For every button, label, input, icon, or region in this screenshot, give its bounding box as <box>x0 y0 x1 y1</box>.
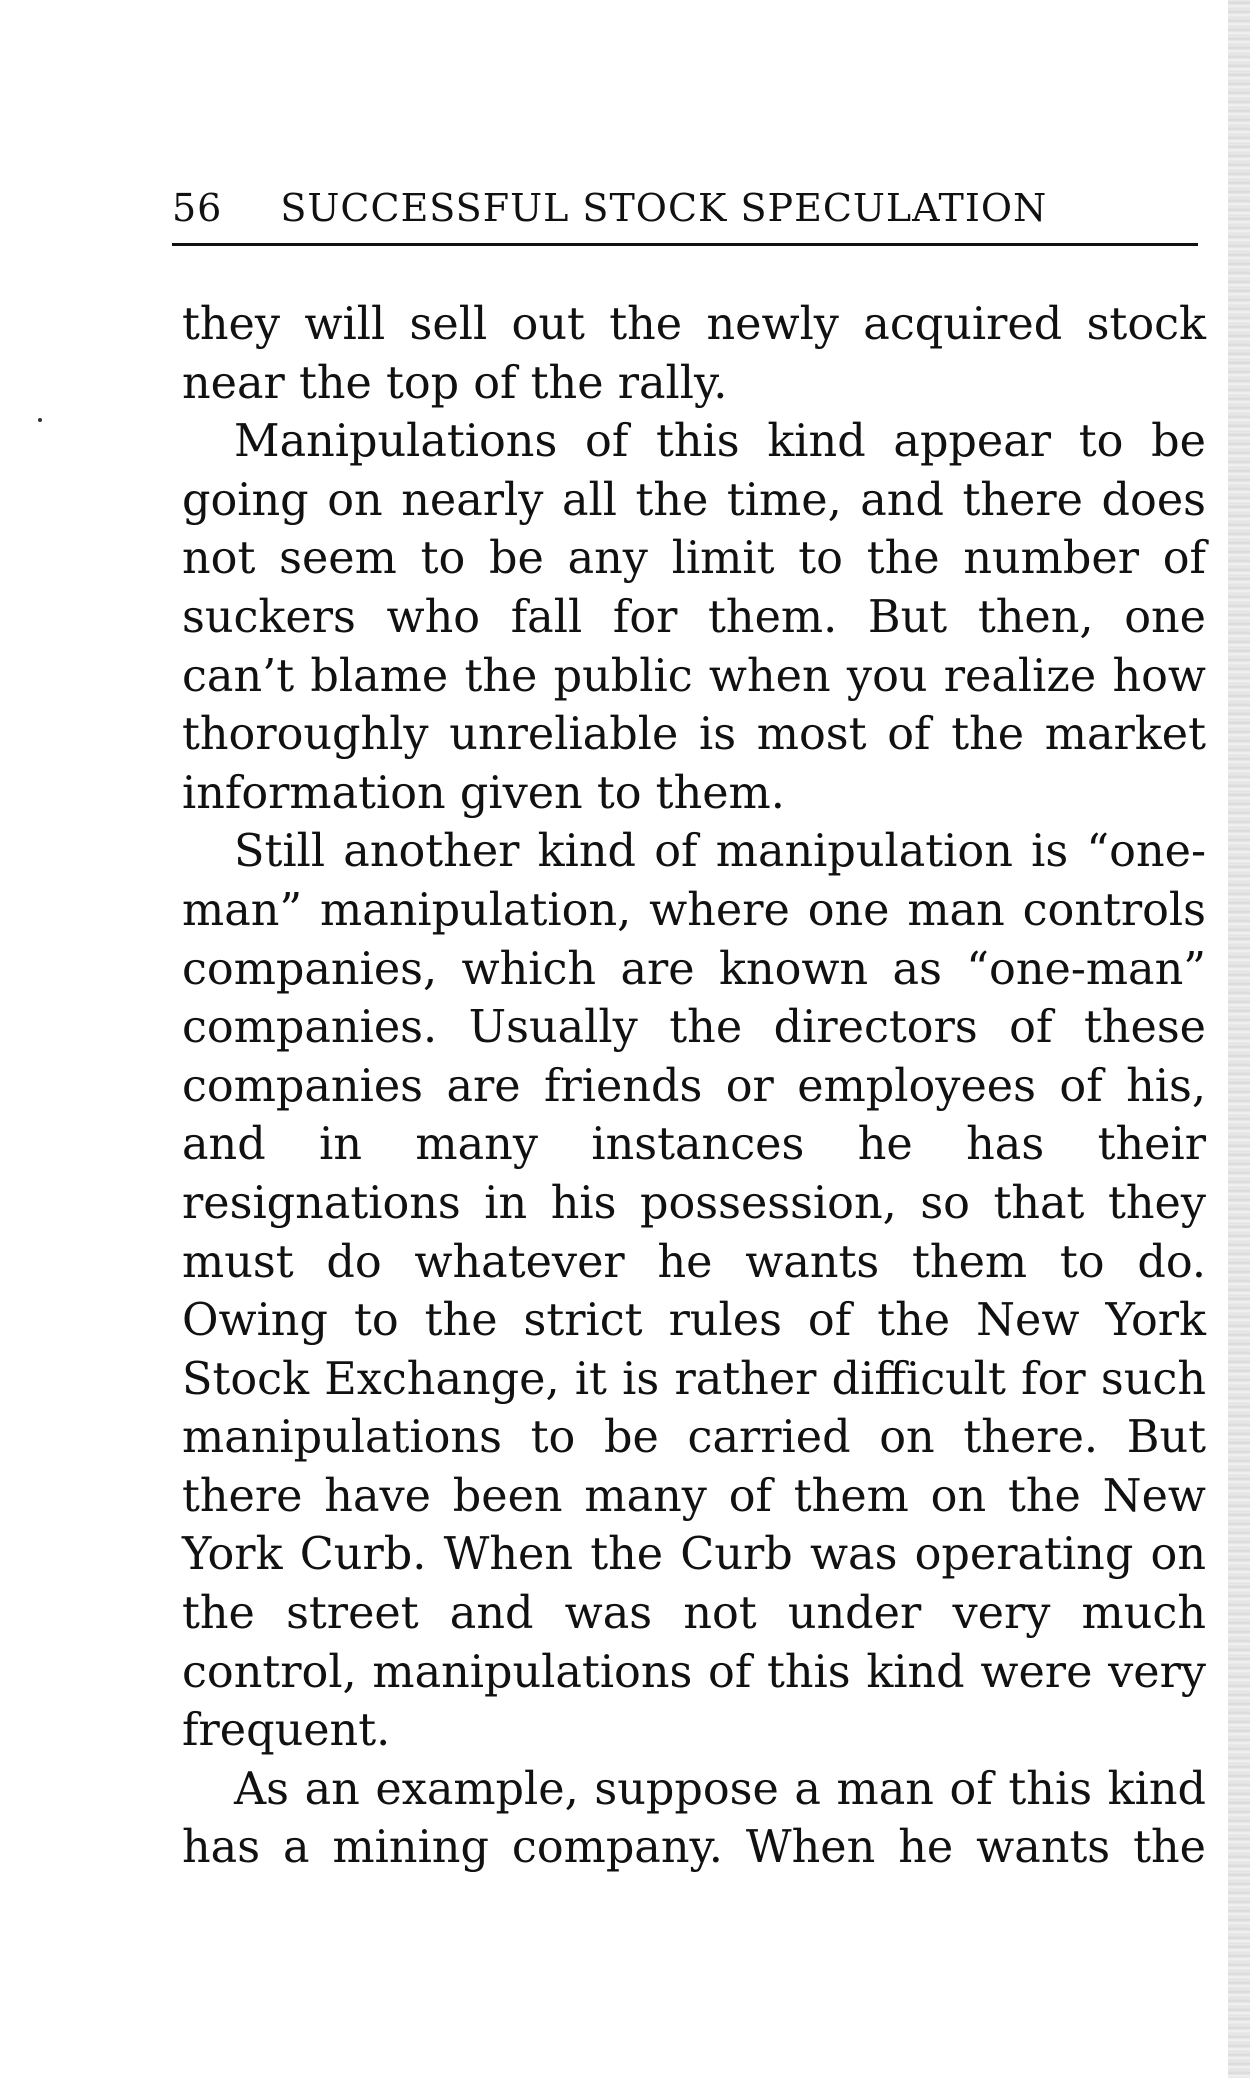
running-title: SUCCESSFUL STOCK SPECULATION <box>280 186 1048 230</box>
header-rule <box>172 243 1198 246</box>
paragraph-one-man-manipulation: Still another kind of manipulation is “one-man” manipulation, where one man controls companies, which are known as “one-man” companies. Usually the directors of these companies are friends or employees of his, and in many instances he has their resignations in his possession, so that they must do whatever he wants them to do. Owing to the strict rules of the New York Stock Exchange, it is rather difficult for such manipulations to be carried on there. But there have been many of them on the New York Curb. When the Curb was operating on the street and was not under very much control, manipulations of this kind were very frequent. <box>182 826 1206 1757</box>
print-speck <box>38 418 42 422</box>
paragraph-mining-example: As an example, suppose a man of this kind has a mining company. When he wants the <box>182 1763 1206 1874</box>
paragraph-manipulations: Manipulations of this kind appear to be going on nearly all the time, and there does not seem to be any limit to the number of suckers who fall for them. But then, one can’t blame the public when you realize how thoroughly unreliable is most of the market information given to them. <box>182 416 1206 819</box>
running-header <box>172 186 1198 234</box>
page-number: 56 <box>172 186 223 230</box>
body-text <box>182 296 1206 1878</box>
paragraph-continuation: they will sell out the newly acquired stock near the top of the rally. <box>182 299 1206 409</box>
page-edge <box>1228 0 1250 2078</box>
